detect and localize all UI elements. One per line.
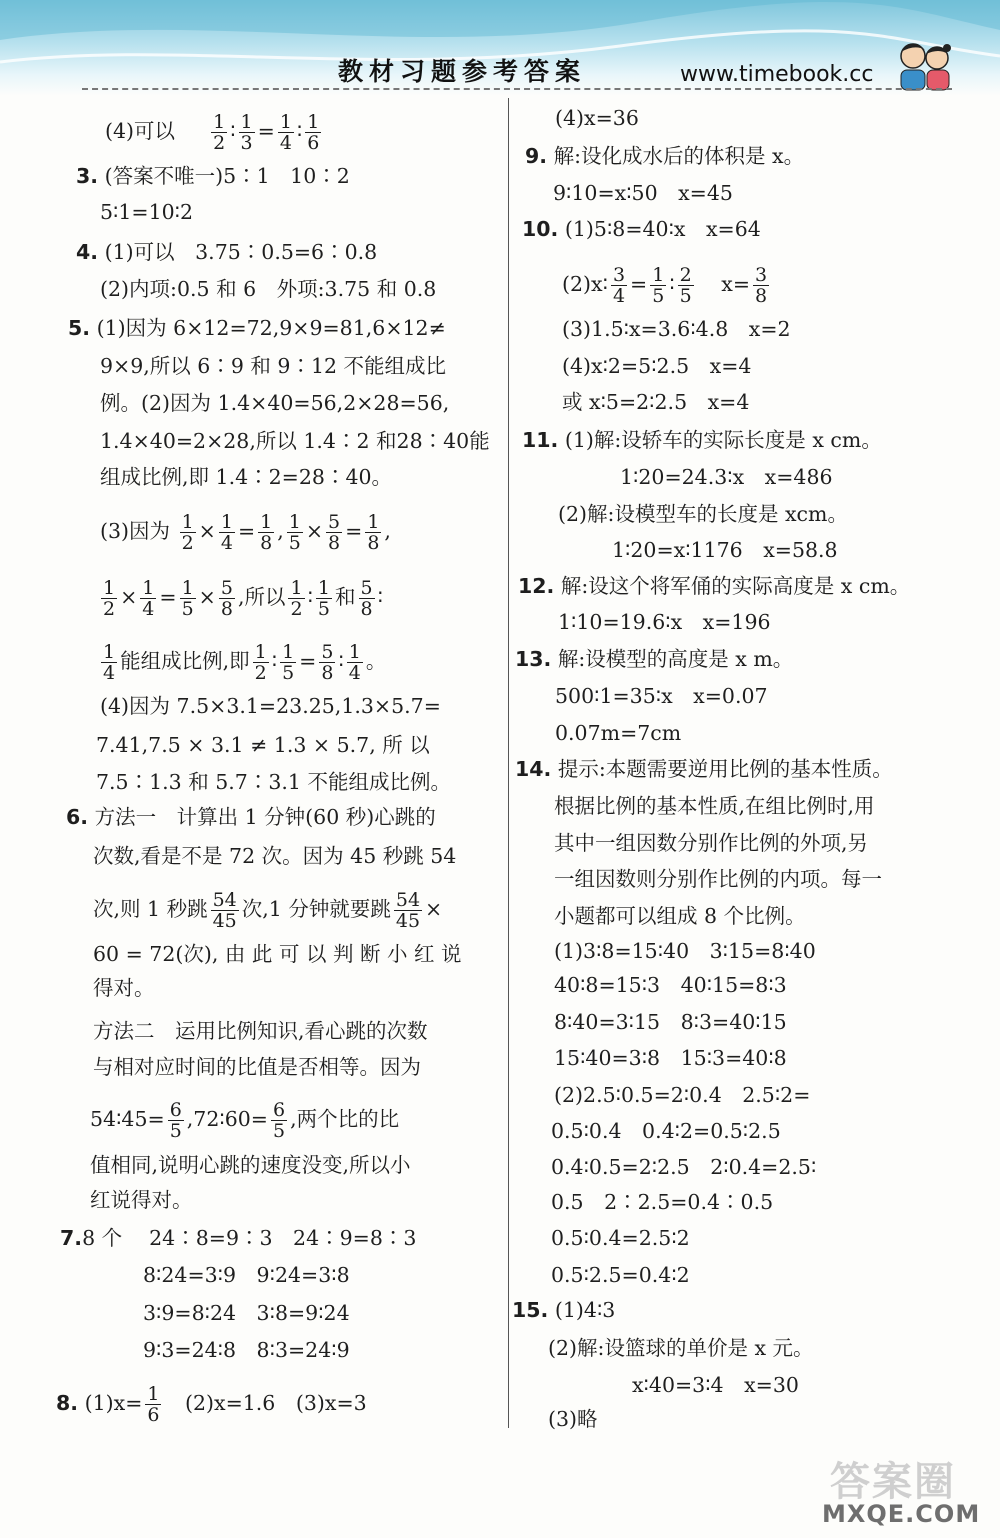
header-divider — [82, 88, 952, 90]
answer-line: 9×9,所以 6∶9 和 9∶12 不能组成比 — [100, 354, 447, 378]
answer-line: 9. 解:设化成水后的体积是 x。 — [525, 144, 805, 168]
question-number: 8. — [56, 1391, 79, 1415]
answer-line: 0.4∶0.5=2∶2.5 2∶0.4=2.5∶ — [551, 1155, 817, 1179]
question-number: 4. — [76, 240, 99, 264]
answer-line: 例。(2)因为 1.4×40=56,2×28=56, — [100, 391, 450, 415]
answer-line: 7.5∶1.3 和 5.7∶3.1 不能组成比例。 — [96, 770, 451, 794]
answer-line: (2)解:设篮球的单价是 x 元。 — [548, 1336, 814, 1360]
answer-line: 500∶1=35∶x x=0.07 — [555, 684, 768, 708]
answer-line: 0.5 2∶2.5=0.4∶0.5 — [551, 1190, 774, 1214]
kids-mascot-icon — [893, 34, 955, 94]
answer-line: 0.5∶0.4=2.5∶2 — [551, 1226, 690, 1250]
answer-line: 15∶40=3∶8 15∶3=40∶8 — [554, 1046, 787, 1070]
answer-line: 方法二 运用比例知识,看心跳的次数 — [93, 1019, 428, 1043]
answer-line: 60 = 72(次), 由 此 可 以 判 断 小 红 说 — [93, 942, 462, 966]
answer-line: (4)可以 $\frac{1}{2}$ ∶ $\frac{1}{3}$ = $\frac{1}{4}$ ∶ $\frac{1}{6}$ — [105, 111, 320, 154]
answer-line: 5∶1=10∶2 — [100, 200, 194, 224]
answer-line: 5. (1)因为 6×12=72,9×9=81,6×12≠ — [68, 316, 446, 340]
answer-line: (2)解:设模型车的长度是 xcm。 — [558, 502, 848, 526]
answer-line: (1)3∶8=15∶40 3∶15=8∶40 — [554, 939, 816, 963]
answer-line: 14. 提示:本题需要逆用比例的基本性质。 — [515, 757, 893, 781]
answer-line: 1∶20=x∶1176 x=58.8 — [612, 538, 838, 562]
question-number: 6. — [66, 805, 89, 829]
answer-line: 7.41,7.5 × 3.1 ≠ 1.3 × 5.7, 所 以 — [96, 733, 430, 757]
answer-line: 或 x∶5=2∶2.5 x=4 — [562, 390, 750, 414]
answer-line: $\frac{1}{2}$ × $\frac{1}{4}$ = $\frac{1}{5}$ × $\frac{5}{8}$ ,所以 $\frac{1}{2}$ ∶ $\frac{1}{5}$ 和 $\frac{5}{8}$ ∶ — [103, 577, 383, 620]
answer-line: (2)内项:0.5 和 6 外项:3.75 和 0.8 — [100, 277, 437, 301]
question-number: 14. — [515, 757, 552, 781]
page-title: 教材习题参考答案 — [338, 57, 587, 86]
answer-line: 次,则 1 秒跳 $\frac{54}{45}$ 次,1 分钟就要跳 $\frac{54}{45}$ × — [93, 889, 443, 932]
answer-line: 得对。 — [93, 976, 155, 1000]
question-number: 12. — [518, 574, 555, 598]
answer-line: 1∶20=24.3∶x x=486 — [620, 465, 833, 489]
answer-line: 1∶10=19.6∶x x=196 — [558, 610, 771, 634]
answer-line: 40∶8=15∶3 40∶15=8∶3 — [554, 973, 787, 997]
answer-line: 0.5∶0.4 0.4∶2=0.5∶2.5 — [551, 1119, 781, 1143]
question-number: 10. — [522, 217, 559, 241]
answer-line: 6. 方法一 计算出 1 分钟(60 秒)心跳的 — [66, 805, 436, 829]
answer-line: 13. 解:设模型的高度是 x m。 — [515, 647, 794, 671]
answer-line: 次数,看是不是 72 次。因为 45 秒跳 54 — [93, 844, 457, 868]
answer-line: (2)2.5∶0.5=2∶0.4 2.5∶2= — [554, 1083, 811, 1107]
answer-line: 3∶9=8∶24 3∶8=9∶24 — [143, 1301, 350, 1325]
answer-line: 54∶45= $\frac{6}{5}$ ,72∶60= $\frac{6}{5}$ ,两个比的比 — [90, 1099, 400, 1142]
answer-line: 值相同,说明心跳的速度没变,所以小 — [90, 1153, 411, 1177]
answer-line: (4)x∶2=5∶2.5 x=4 — [562, 354, 752, 378]
answer-line: 7.8 个 24∶8=9∶3 24∶9=8∶3 — [60, 1226, 417, 1250]
site-url: www.timebook.cc — [680, 62, 874, 87]
column-divider — [508, 98, 509, 1428]
answer-line: (3)1.5∶x=3.6∶4.8 x=2 — [562, 317, 791, 341]
answer-line: 组成比例,即 1.4∶2=28∶40。 — [100, 465, 393, 489]
answer-line: 8∶24=3∶9 9∶24=3∶8 — [143, 1263, 350, 1287]
question-number: 11. — [522, 428, 559, 452]
answer-line: 4. (1)可以 3.75∶0.5=6∶0.8 — [76, 240, 378, 264]
answer-line: $\frac{1}{4}$ 能组成比例,即 $\frac{1}{2}$ ∶ $\frac{1}{5}$ = $\frac{5}{8}$ ∶ $\frac{1}{4}$ 。 — [103, 641, 387, 684]
answer-line: (2)x∶ $\frac{3}{4}$ = $\frac{1}{5}$ ∶ $\frac{2}{5}$ x= $\frac{3}{8}$ — [562, 264, 768, 307]
answer-line: 红说得对。 — [90, 1188, 193, 1212]
question-number: 15. — [512, 1298, 549, 1322]
question-number: 9. — [525, 144, 548, 168]
answer-line: 9∶10=x∶50 x=45 — [553, 181, 733, 205]
answer-line: (4)x=36 — [555, 106, 639, 130]
answer-line: 9∶3=24∶8 8∶3=24∶9 — [143, 1338, 350, 1362]
question-number: 13. — [515, 647, 552, 671]
answer-line: 其中一组因数分别作比例的外项,另 — [554, 831, 869, 855]
question-number: 3. — [76, 164, 99, 188]
question-number: 5. — [68, 316, 91, 340]
answer-line: 12. 解:设这个将军俑的实际高度是 x cm。 — [518, 574, 911, 598]
answer-line: 8. (1)x= $\frac{1}{6}$ (2)x=1.6 (3)x=3 — [56, 1383, 367, 1426]
question-number: 7. — [60, 1226, 83, 1250]
answer-line: (3)因为 $\frac{1}{2}$ × $\frac{1}{4}$ = $\frac{1}{8}$ , $\frac{1}{5}$ × $\frac{5}{8}$ = $\frac{1}{8}$ , — [100, 511, 391, 554]
answer-line: 一组因数则分别作比例的内项。每一 — [554, 867, 882, 891]
answer-line: 3. (答案不唯一)5∶1 10∶2 — [76, 164, 350, 188]
answer-line: x∶40=3∶4 x=30 — [632, 1373, 799, 1397]
answer-line: (4)因为 7.5×3.1=23.25,1.3×5.7= — [100, 694, 441, 718]
answer-line: 0.07m=7cm — [555, 721, 682, 745]
answer-line: 11. (1)解:设轿车的实际长度是 x cm。 — [522, 428, 882, 452]
answer-line: 0.5∶2.5=0.4∶2 — [551, 1263, 690, 1287]
answer-line: 15. (1)4∶3 — [512, 1298, 616, 1322]
watermark-logo: 答案圈 MXQE.COM — [822, 1459, 981, 1528]
answer-line: (3)略 — [548, 1407, 598, 1431]
answer-line: 根据比例的基本性质,在组比例时,用 — [554, 794, 875, 818]
answer-line: 8∶40=3∶15 8∶3=40∶15 — [554, 1010, 787, 1034]
answer-line: 10. (1)5∶8=40∶x x=64 — [522, 217, 761, 241]
answer-line: 与相对应时间的比值是否相等。因为 — [93, 1055, 421, 1079]
answer-line: 1.4×40=2×28,所以 1.4∶2 和28∶40能 — [100, 429, 490, 453]
answer-line: 小题都可以组成 8 个比例。 — [554, 904, 806, 928]
